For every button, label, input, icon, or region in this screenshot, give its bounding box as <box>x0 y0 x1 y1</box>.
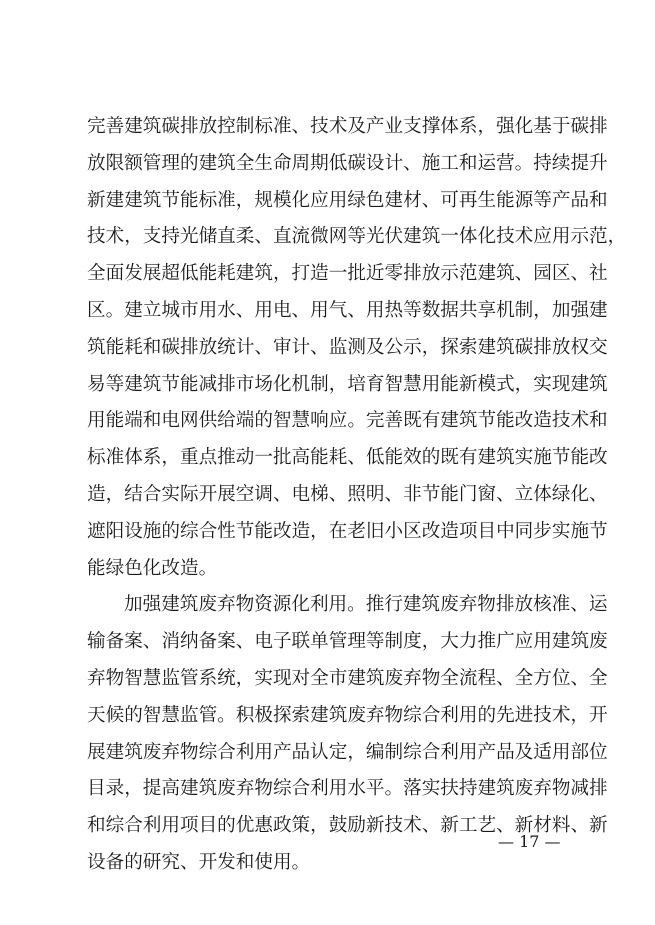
text-line: 弃物智慧监管系统，实现对全市建筑废弃物全流程、全方位、全 <box>87 667 608 689</box>
text-line: 和综合利用项目的优惠政策，鼓励新技术、新工艺、新材料、新 <box>87 815 608 837</box>
text-line: 遮阳设施的综合性节能改造，在老旧小区改造项目中同步实施节 <box>87 520 608 542</box>
body-text <box>87 109 627 882</box>
text-line: 目录，提高建筑废弃物综合利用水平。落实扶持建筑废弃物减排 <box>87 778 608 800</box>
text-line: 设备的研究、开发和使用。 <box>87 851 311 873</box>
paragraph-building-carbon <box>87 109 627 587</box>
text-line: 标准体系，重点推动一批高能耗、低能效的既有建筑实施节能改 <box>87 447 608 469</box>
text-line: 展建筑废弃物综合利用产品认定，编制综合利用产品及适用部位 <box>87 741 608 763</box>
text-line: 天候的智慧监管。积极探索建筑废弃物综合利用的先进技术，开 <box>87 704 608 726</box>
text-line: 用能端和电网供给端的智慧响应。完善既有建筑节能改造技术和 <box>87 410 608 432</box>
page-number: — 17 — <box>498 832 561 851</box>
text-line: 技术，支持光储直柔、直流微网等光伏建筑一体化技术应用示范， <box>87 226 627 248</box>
text-line: 输备案、消纳备案、电子联单管理等制度，大力推广应用建筑废 <box>87 631 608 653</box>
text-line: 全面发展超低能耗建筑，打造一批近零排放示范建筑、园区、社 <box>87 263 608 285</box>
text-line: 区。建立城市用水、用电、用气、用热等数据共享机制，加强建 <box>87 299 608 321</box>
text-line: 加强建筑废弃物资源化利用。推行建筑废弃物排放核准、运 <box>124 594 608 616</box>
text-line: 完善建筑碳排放控制标准、技术及产业支撑体系，强化基于碳排 <box>87 116 608 137</box>
text-line: 放限额管理的建筑全生命周期低碳设计、施工和运营。持续提升 <box>87 152 608 174</box>
text-line: 筑能耗和碳排放统计、审计、监测及公示，探索建筑碳排放权交 <box>87 336 608 358</box>
text-line: 新建建筑节能标准，规模化应用绿色建材、可再生能源等产品和 <box>87 189 608 211</box>
text-line: 造，结合实际开展空调、电梯、照明、非节能门窗、立体绿化、 <box>87 483 608 505</box>
text-line: 易等建筑节能减排市场化机制，培育智慧用能新模式，实现建筑 <box>87 373 608 395</box>
text-line: 能绿色化改造。 <box>87 557 218 579</box>
